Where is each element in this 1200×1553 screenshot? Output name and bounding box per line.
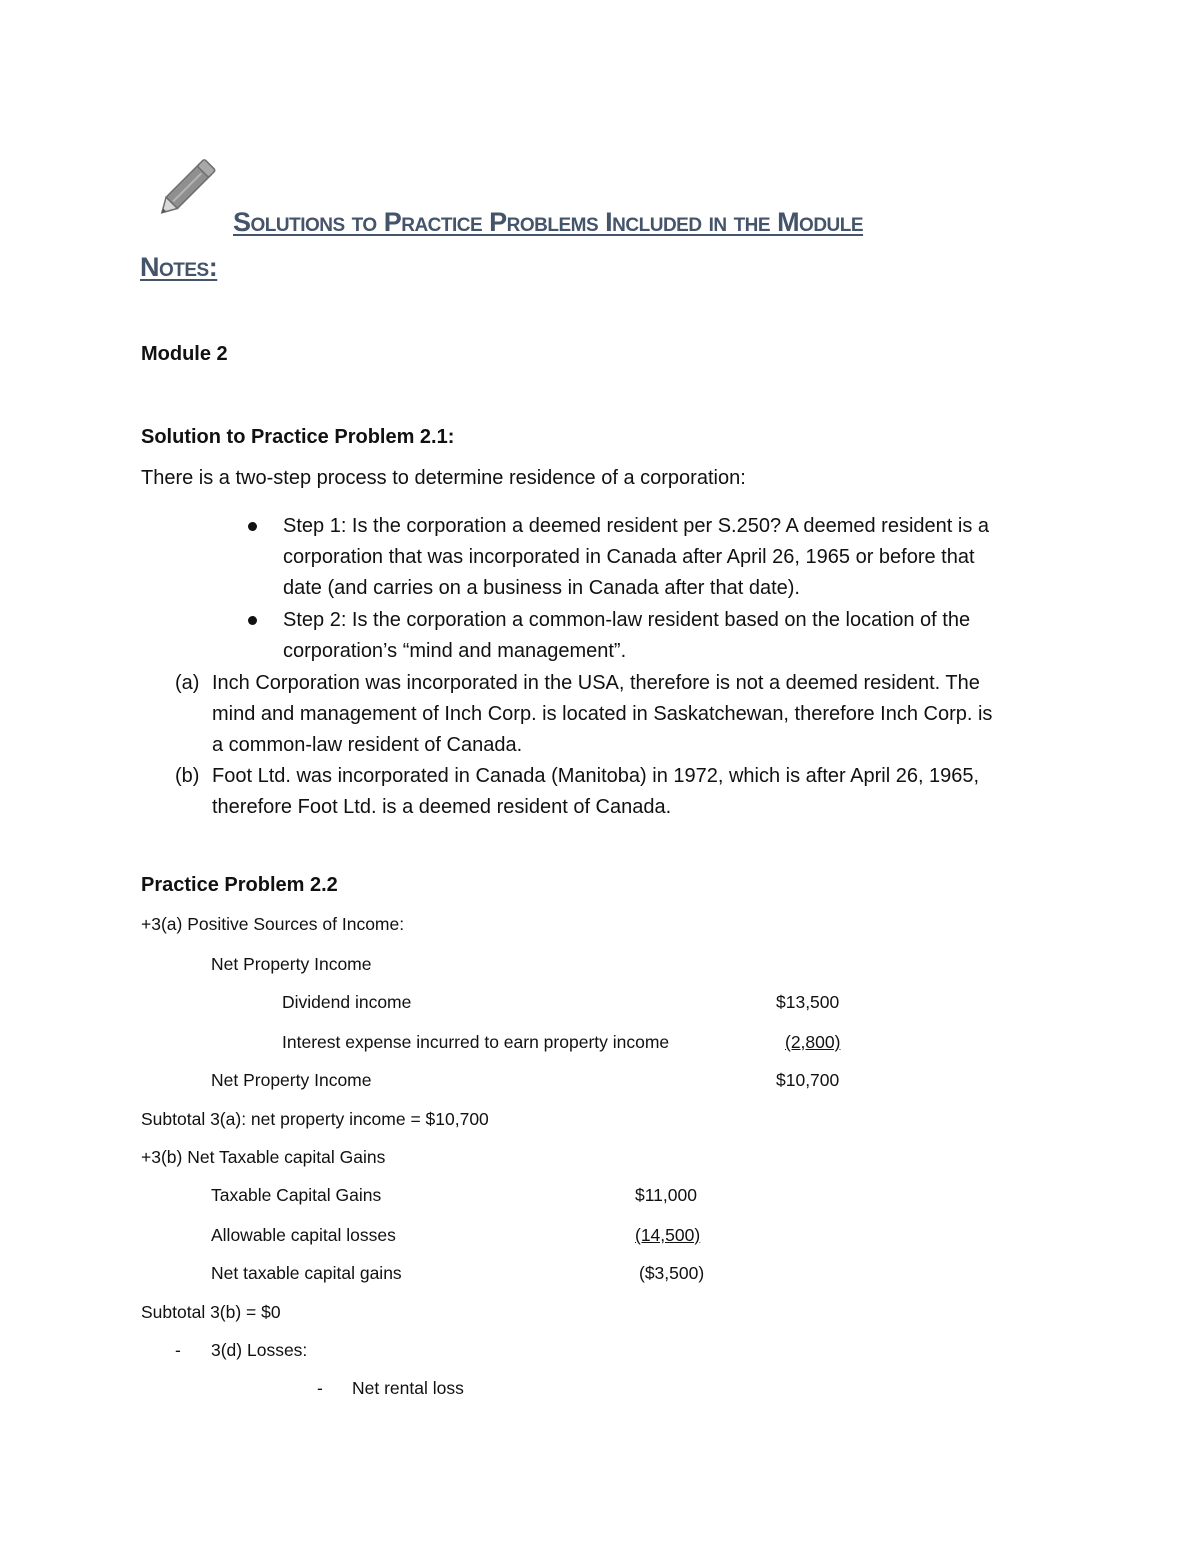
net-rental-loss-dash: - (317, 1378, 323, 1398)
dividend-income-value: $13,500 (776, 992, 840, 1012)
net-taxable-capital-gains-value: ($3,500) (639, 1263, 705, 1283)
item-a-text (212, 668, 992, 761)
net-rental-loss-label: Net rental loss (352, 1378, 464, 1398)
item-b-line: therefore Foot Ltd. is a deemed resident of Canada. (212, 796, 672, 818)
item-b-line: Foot Ltd. was incorporated in Canada (Manitoba) in 1972, which is after April 26, 1965, (212, 765, 980, 787)
interest-expense-label: Interest expense incurred to earn property income (282, 1032, 670, 1052)
bullet-icon (248, 616, 257, 625)
bullet-step-2-line: corporation’s “mind and management”. (283, 640, 627, 662)
item-a-label: (a) (175, 672, 200, 694)
bullet-step-1-line: date (and carries on a business in Canada after that date). (283, 577, 800, 599)
bullet-step-2-line: Step 2: Is the corporation a common-law resident based on the location of the (283, 609, 971, 631)
net-property-income-value: $10,700 (776, 1070, 840, 1090)
subtotal-3a: Subtotal 3(a): net property income = $10,700 (141, 1109, 489, 1129)
page-title-line-1: Solutions to Practice Problems Included in the Module (233, 207, 864, 237)
interest-expense-value: (2,800) (785, 1032, 841, 1052)
item-a-line: a common-law resident of Canada. (212, 734, 523, 756)
item-b-text (212, 761, 979, 823)
bullet-step-1-line: corporation that was incorporated in Canada after April 26, 1965 or before that (283, 546, 975, 568)
positive-sources-heading: +3(a) Positive Sources of Income: (141, 914, 405, 934)
item-b-label: (b) (175, 765, 200, 787)
bullet-step-1-line: Step 1: Is the corporation a deemed resident per S.250? A deemed resident is a (283, 515, 990, 537)
dividend-income-label: Dividend income (282, 992, 412, 1012)
item-a-line: mind and management of Inch Corp. is located in Saskatchewan, therefore Inch Corp. is (212, 703, 993, 725)
subtotal-3b: Subtotal 3(b) = $0 (141, 1302, 281, 1322)
problem-2-1-intro: There is a two-step process to determine residence of a corporation: (141, 467, 746, 489)
problem-2-1-heading: Solution to Practice Problem 2.1: (141, 426, 455, 448)
net-property-income-label: Net Property Income (211, 1070, 372, 1090)
net-taxable-capital-gains-label: Net taxable capital gains (211, 1263, 402, 1283)
allowable-capital-losses-label: Allowable capital losses (211, 1225, 396, 1245)
losses-heading: 3(d) Losses: (211, 1340, 308, 1360)
bullet-icon (248, 522, 257, 531)
net-property-income-heading: Net Property Income (211, 954, 372, 974)
allowable-capital-losses-value: (14,500) (635, 1225, 701, 1245)
net-taxable-gains-heading: +3(b) Net Taxable capital Gains (141, 1147, 386, 1167)
page-title-line-2: Notes: (140, 252, 218, 282)
losses-dash: - (175, 1340, 181, 1360)
item-a-line: Inch Corporation was incorporated in the USA, therefore is not a deemed resident. The (212, 672, 980, 694)
taxable-capital-gains-label: Taxable Capital Gains (211, 1185, 382, 1205)
taxable-capital-gains-value: $11,000 (635, 1185, 697, 1205)
problem-2-2-heading: Practice Problem 2.2 (141, 874, 338, 896)
bullet-step-1 (283, 511, 989, 604)
module-heading: Module 2 (141, 343, 228, 365)
bullet-step-2 (283, 605, 970, 667)
